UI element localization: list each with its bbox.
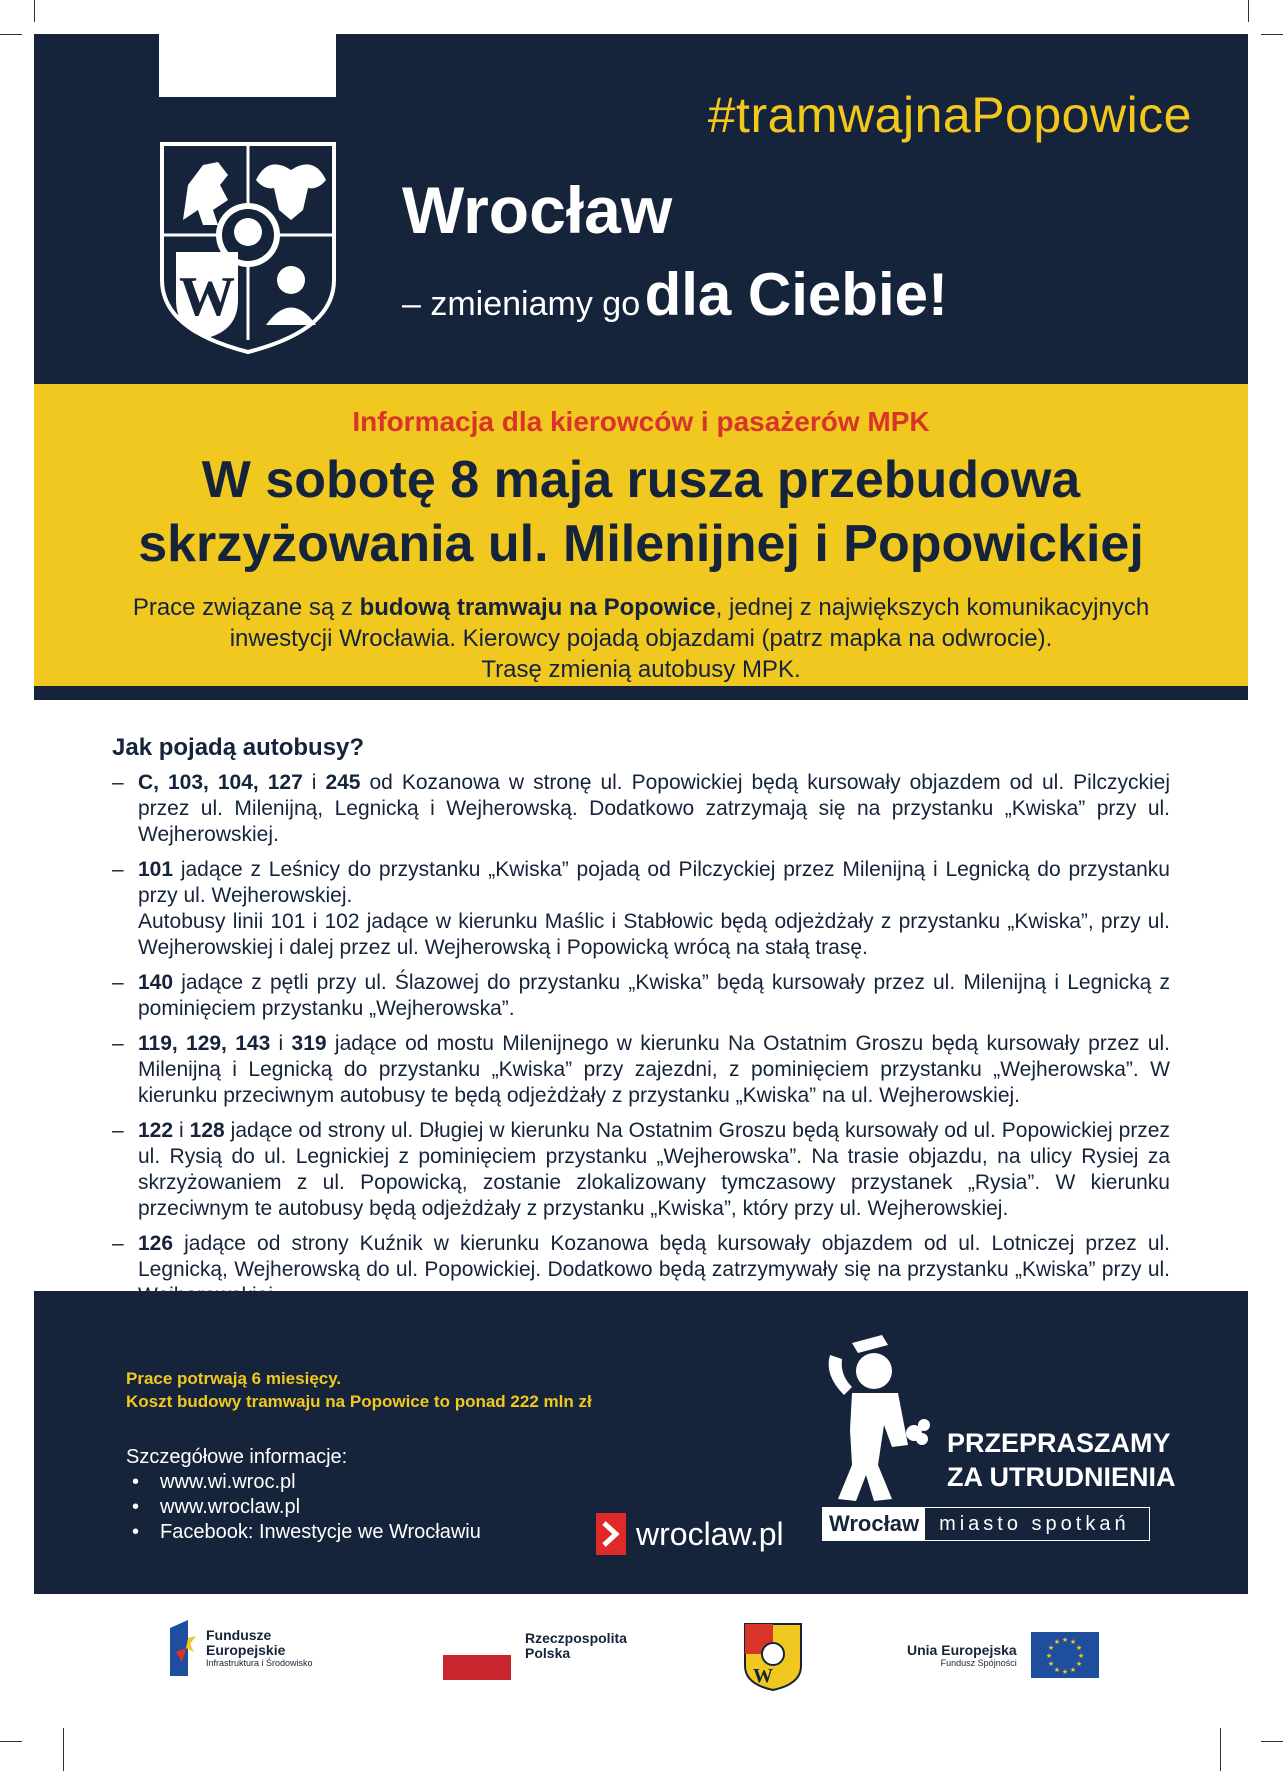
route-conjunction: i — [270, 1032, 292, 1055]
route-description: jadące z Leśnicy do przystanku „Kwiska” pojadą od Pilczyckiej przez Milenijną i Legnicką do przystanku przy ul. Wejherowskiej. — [138, 858, 1170, 907]
crop-mark — [1220, 1728, 1221, 1771]
ue-line-1: Unia Europejska — [907, 1641, 1017, 1658]
route-lines: 140 — [138, 971, 174, 994]
bus-routes-heading: Jak pojadą autobusy? — [112, 734, 365, 761]
tagline — [402, 260, 948, 329]
blank-label-area — [159, 34, 336, 97]
svg-text:W: W — [179, 266, 235, 328]
bus-route-item — [112, 1118, 1170, 1222]
partner-logos — [0, 1610, 1283, 1700]
fundusze-europejskie-logo — [168, 1618, 313, 1678]
city-slogan-logo — [822, 1507, 1150, 1541]
intro-paragraph — [34, 592, 1248, 685]
link-wi-wroc[interactable]: • www.wi.wroc.pl — [126, 1470, 481, 1495]
bus-route-item — [112, 970, 1170, 1022]
small-crest-icon — [743, 1622, 803, 1692]
fe-line-2: Europejskie — [206, 1642, 286, 1658]
route-lines: C, 103, 104, 127 — [138, 771, 303, 794]
link-wroclaw[interactable]: • www.wroclaw.pl — [126, 1495, 481, 1520]
route-lines-2: 128 — [189, 1119, 225, 1142]
svg-text:★: ★ — [1047, 1644, 1054, 1652]
route-description: jadące z pętli przy ul. Ślazowej do przystanku „Kwiska” będą kursowały przez ul. Milenijną i Legnicką z pominięciem przystanku „Wejherowska”. — [138, 971, 1170, 1020]
bus-route-item — [112, 857, 1170, 961]
route-description: od Kozanowa w stronę ul. Popowickiej będą kursowały objazdem od ul. Pilczyckiej przez ul. Milenijną, Legnicką i Wejherowską. Dodatkowo zatrzymają się na przystanku „Kwiska” przy ul. Wejherowskiej. — [138, 771, 1170, 846]
unia-europejska-logo — [907, 1632, 1099, 1678]
info-line: Informacja dla kierowców i pasażerów MPK — [352, 406, 930, 437]
intro-pre: Prace związane są z — [132, 594, 360, 621]
route-description: jadące od strony Kuźnik w kierunku Kozanowa będą kursowały objazdem od ul. Lotniczej przez ul. Legnicką, Wejherowską do ul. Popowickiej. Dodatkowo będą zatrzymywały się na przystanku „Kwiska” przy ul. — [138, 1232, 1170, 1281]
svg-text:★: ★ — [1069, 1666, 1076, 1674]
project-facts — [126, 1367, 592, 1413]
city-name: Wrocław — [402, 173, 673, 247]
polish-flag-icon — [443, 1630, 511, 1680]
svg-text:★: ★ — [1047, 1660, 1054, 1668]
poster-footer — [34, 1291, 1248, 1594]
svg-text:★: ★ — [1061, 1668, 1068, 1676]
fe-sub: Infrastruktura i Środowisko — [206, 1658, 313, 1668]
fe-line-1: Fundusze — [206, 1627, 272, 1643]
cost-text: Koszt budowy tramwaju na Popowice to ponad 222 mln zł — [126, 1392, 592, 1411]
svg-text:★: ★ — [1075, 1660, 1082, 1668]
slogan-city: Wrocław — [823, 1508, 925, 1540]
wroclaw-pl-logo[interactable] — [596, 1513, 784, 1555]
route-lines: 122 — [138, 1119, 174, 1142]
details-heading: Szczegółowe informacje: — [126, 1446, 348, 1468]
rp-line-1: Rzeczpospolita — [525, 1630, 627, 1646]
details-links — [126, 1470, 481, 1545]
hashtag: #tramwajnaPopowice — [707, 87, 1192, 143]
rzeczpospolita-logo — [443, 1630, 627, 1680]
tagline-small: – zmieniamy go — [402, 285, 641, 323]
svg-text:★: ★ — [1053, 1638, 1060, 1646]
route-lines: 119, 129, 143 — [138, 1032, 271, 1055]
fe-star-icon — [168, 1618, 198, 1678]
route-lines-2: 245 — [325, 771, 361, 794]
details-block — [126, 1445, 481, 1545]
rp-line-2: Polska — [525, 1645, 571, 1661]
route-lines: 101 — [138, 858, 174, 881]
slogan-rest: miasto spotkań — [939, 1512, 1130, 1535]
intro-bold: budową tramwaju na Popowice — [359, 594, 716, 621]
intro-text — [121, 592, 1161, 654]
crop-mark — [0, 1741, 22, 1742]
wroclaw-coat-of-arms-icon — [158, 140, 338, 355]
crop-mark — [1261, 34, 1283, 35]
bus-route-item — [112, 1031, 1170, 1109]
notice-panel — [34, 384, 1248, 686]
svg-text:W: W — [753, 1665, 773, 1687]
intro-post: , jednej z największych komunikacyjnych inwestycji Wrocławia. Kierowcy pojadą objazdami (patrz mapka na odwrocie). — [229, 594, 1150, 652]
apology-line-2: ZA UTRUDNIENIA — [947, 1462, 1176, 1492]
headline — [34, 448, 1248, 576]
route-lines: 126 — [138, 1232, 174, 1255]
svg-text:★: ★ — [1045, 1652, 1052, 1660]
crop-mark — [0, 34, 22, 35]
apology-line-1: PRZEPRASZAMY — [947, 1428, 1171, 1458]
headline-line-1: W sobotę 8 maja rusza przebudowa — [201, 451, 1081, 509]
crop-mark — [1248, 0, 1249, 22]
svg-text:★: ★ — [1075, 1644, 1082, 1652]
bus-routes-list — [112, 770, 1170, 1309]
bus-routes — [112, 734, 1170, 1318]
route-lines-2: 319 — [291, 1032, 327, 1055]
headline-line-2: skrzyżowania ul. Milenijnej i Popowickiej — [138, 515, 1144, 573]
eu-flag-icon — [1031, 1632, 1099, 1678]
crop-mark — [63, 1728, 64, 1771]
duration-text: Prace potrwają 6 miesięcy. — [126, 1369, 342, 1388]
svg-text:★: ★ — [1069, 1638, 1076, 1646]
poster-header — [34, 34, 1248, 384]
bus-route-item — [112, 770, 1170, 848]
route-conjunction: i — [173, 1119, 190, 1142]
svg-text:★: ★ — [1061, 1636, 1068, 1644]
arrow-icon — [596, 1513, 626, 1555]
wroclaw-crest-small — [743, 1622, 803, 1692]
crop-mark — [34, 0, 35, 22]
route-description: jadące od mostu Milenijnego w kierunku Na Ostatnim Groszu będą kursowały przez ul. Milenijną i Legnicką do przystanku „Kwiska” przy zajezdni, z pominięciem przystanku „Wejherowska”. W kierunku przeciwnym autobusy te będą odjeżdżały z przystanku „Kwiska” na ul. Wejherowskiej. — [138, 1032, 1170, 1107]
poster — [34, 34, 1248, 1594]
link-facebook[interactable]: • Facebook: Inwestycje we Wrocławiu — [126, 1520, 481, 1545]
svg-text:★: ★ — [1053, 1666, 1060, 1674]
route-extra: Autobusy linii 101 i 102 jadące w kierunku Maślic i Stabłowic będą odjeżdżały z przystanku „Kwiska”, przy ul. Wejherowskiej i dalej przez ul. Wejherowską i Popowicką wrócą na stałą trasę. — [138, 910, 1170, 959]
divider-stripe — [34, 686, 1248, 700]
apology — [947, 1426, 1176, 1494]
intro-line-3: Trasę zmienią autobusy MPK. — [481, 656, 801, 683]
crop-mark — [1261, 1741, 1283, 1742]
mascot-figure-icon — [822, 1335, 932, 1505]
svg-text:★: ★ — [1077, 1652, 1084, 1660]
portal-name: wroclaw.pl — [636, 1515, 784, 1552]
tagline-big: dla Ciebie! — [644, 261, 948, 328]
ue-sub: Fundusz Spójności — [940, 1657, 1017, 1668]
route-description: jadące od strony ul. Długiej w kierunku Na Ostatnim Groszu będą kursowały od ul. Popowickiej przez ul. Rysią do ul. Legnickiej z pominięciem przystanku „Wejherowska”. Na trasie objazdu, na ulicy Rysiej za skrzyżowaniem z ul. Popowicką, zostanie zlokalizowany tymczasowy przystanek „Rysia”. W kierunku przeciwnym te autobusy będą odjeżdżały z przystanku „Kwiska”, który przy ul. Wejherowskiej. — [138, 1119, 1170, 1220]
route-conjunction: i — [302, 771, 326, 794]
